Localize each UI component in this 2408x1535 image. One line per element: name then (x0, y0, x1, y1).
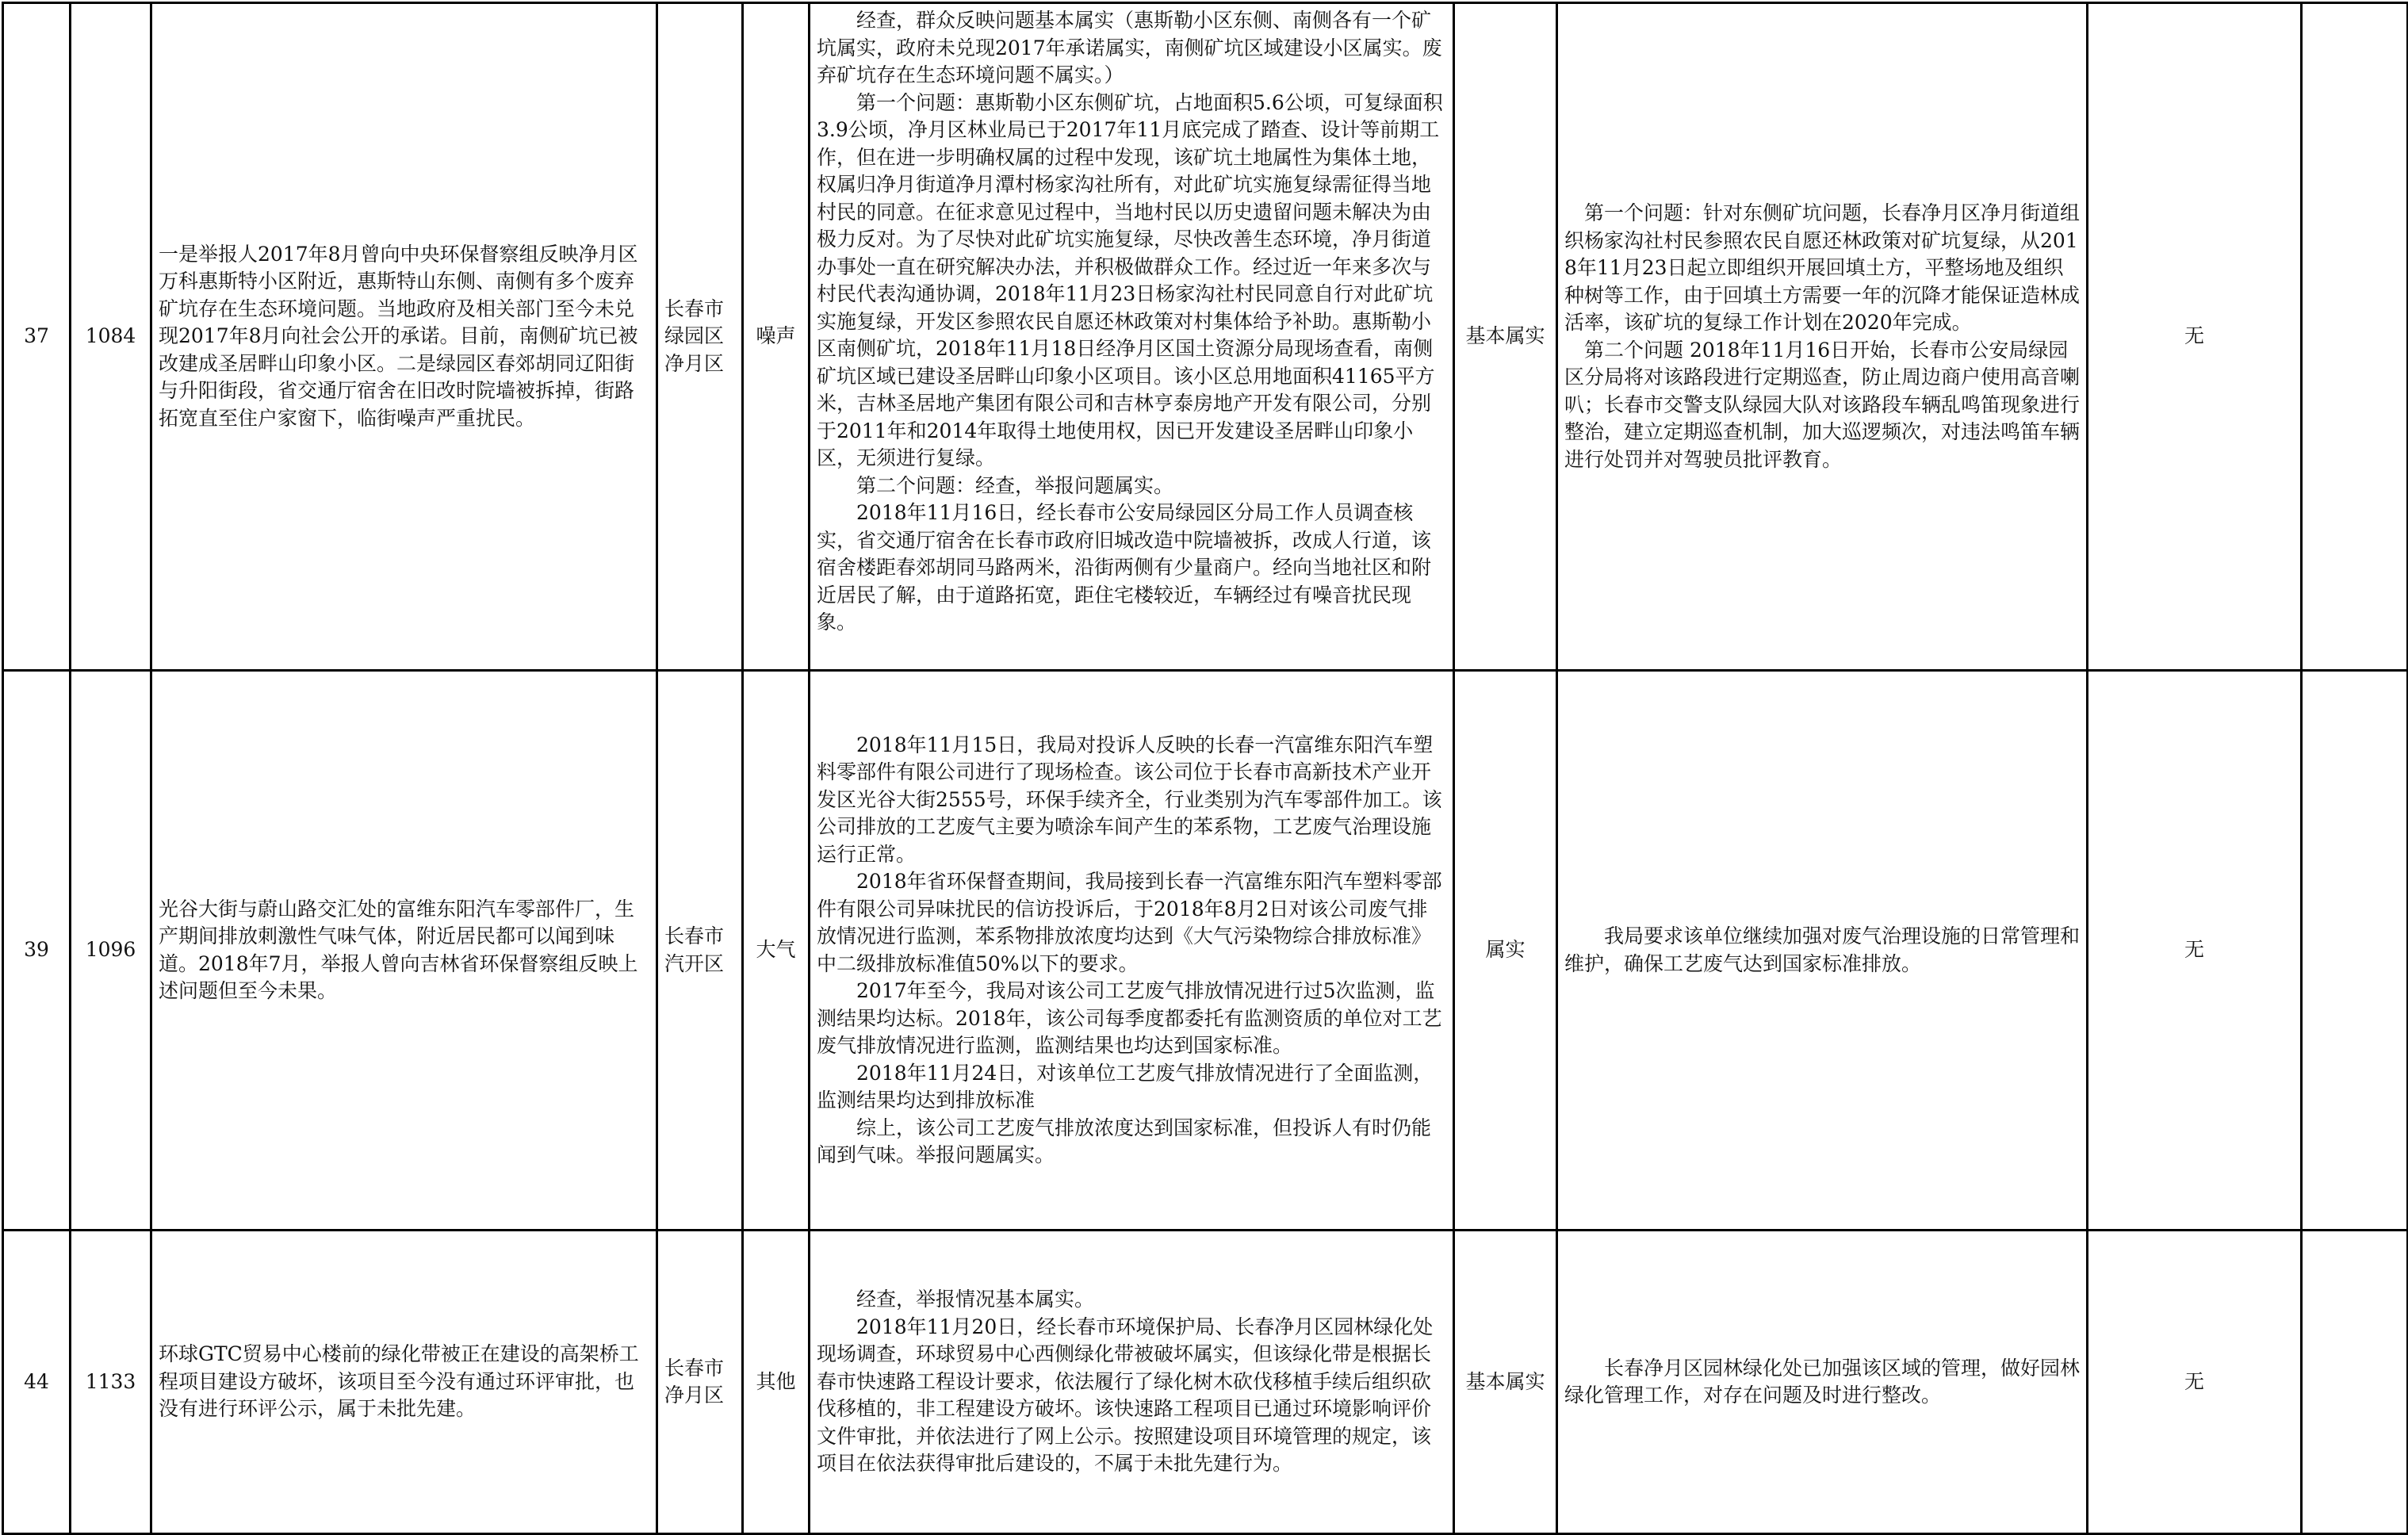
investigation-paragraph: 第二个问题：经查，举报问题属实。 (856, 473, 1174, 497)
complaint-table (2, 2, 2408, 1535)
finding-cell: 基本属实 (1454, 3, 1557, 671)
rectification-cell (1557, 1231, 2088, 1534)
investigation-paragraph: 经查，群众反映问题基本属实（惠斯勒小区东侧、南侧各有一个矿坑属实，政府未兑现2017年承诺属实，南侧矿坑区域建设小区属实。废弃矿坑存在生态环境问题不属实。） (817, 9, 1442, 86)
accountability-cell: 无 (2088, 1231, 2302, 1534)
rectification-cell (1557, 671, 2088, 1231)
district-cell: 长春市绿园区净月区 (657, 3, 743, 671)
remark-cell (2302, 3, 2408, 671)
investigation-paragraph: 综上，该公司工艺废气排放浓度达到国家标准，但投诉人有时仍能闻到气味。举报问题属实。 (817, 1116, 1432, 1166)
investigation-paragraph: 第一个问题：惠斯勒小区东侧矿坑，占地面积5.6公顷，可复绿面积3.9公顷，净月区林业局已于2017年11月底完成了踏查、设计等前期工作，但在进一步明确权属的过程中发现，该矿坑土地属性为集体土地，权属归净月街道净月潭村杨家沟社所有，对此矿坑实施复绿需征得当地村民的同意。在征求意见过程中，当地村民以历史遗留问题未解决为由极力反对。为了尽快对此矿坑实施复绿，尽快改善生态环境，净月街道办事处一直在研究解决办法，并积极做群众工作。经过近一年来多次与村民代表沟通协调，2018年11月23日杨家沟社村民同意自行对此矿坑实施复绿，开发区参照农民自愿还林政策对村集体给予补助。惠斯勒小区南侧矿坑，2018年11月18日经净月区国土资源分局现场查看，南侧矿坑区域已建设圣居畔山印象小区项目。该小区总用地面积41165平方米，吉林圣居地产集团有限公司和吉林亨泰房地产开发有限公司，分别于2011年和2014年取得土地使用权，因已开发建设圣居畔山印象小区，无须进行复绿。 (817, 90, 1443, 469)
table-row (3, 671, 2408, 1231)
finding-cell: 属实 (1454, 671, 1557, 1231)
case-no-cell: 1096 (71, 671, 151, 1231)
investigation-cell (810, 3, 1454, 671)
category-cell: 大气 (743, 671, 810, 1231)
seq-cell: 44 (3, 1231, 71, 1534)
category-cell: 其他 (743, 1231, 810, 1534)
investigation-paragraph: 2018年11月16日，经长春市公安局绿园区分局工作人员调查核实，省交通厅宿舍在长春市政府旧城改造中院墙被拆，改成人行道，该宿舍楼距春郊胡同马路两米，沿街两侧有少量商户。经向当地社区和附近居民了解，由于道路拓宽，距住宅楼较近，车辆经过有噪音扰民现象。 (817, 501, 1432, 634)
investigation-paragraph: 经查，举报情况基本属实。 (856, 1288, 1095, 1311)
case-no-cell: 1133 (71, 1231, 151, 1534)
investigation-cell (810, 1231, 1454, 1534)
finding-cell: 基本属实 (1454, 1231, 1557, 1534)
complaint-cell: 环球GTC贸易中心楼前的绿化带被正在建设的高架桥工程项目建设方破坏，该项目至今没有通过环评审批，也没有进行环评公示，属于未批先建。 (151, 1231, 657, 1534)
rectification-cell (1557, 3, 2088, 671)
investigation-paragraph: 2018年省环保督查期间，我局接到长春一汽富维东阳汽车塑料零部件有限公司异味扰民的信访投诉后，于2018年8月2日对该公司废气排放情况进行监测，苯系物排放浓度均达到《大气污染物综合排放标准》中二级排放标准值50%以下的要求。 (817, 870, 1442, 975)
remark-cell (2302, 671, 2408, 1231)
investigation-paragraph: 2018年11月20日，经长春市环境保护局、长春净月区园林绿化处现场调查，环球贸易中心西侧绿化带被破坏属实，但该绿化带是根据长春市快速路工程设计要求，依法履行了绿化树木砍伐移植手续后组织砍伐移植的，非工程建设方破坏。该快速路工程项目已通过环境影响评价文件审批，并依法进行了网上公示。按照建设项目环境管理的规定，该项目在依法获得审批后建设的，不属于未批先建行为。 (817, 1315, 1434, 1476)
investigation-paragraph: 2018年11月24日，对该单位工艺废气排放情况进行了全面监测，监测结果均达到排放标准 (817, 1061, 1434, 1112)
table-row (3, 3, 2408, 671)
rectification-paragraph: 长春净月区园林绿化处已加强该区域的管理，做好园林绿化管理工作，对存在问题及时进行整改。 (1564, 1356, 2081, 1407)
seq-cell: 37 (3, 3, 71, 671)
complaint-cell: 光谷大街与蔚山路交汇处的富维东阳汽车零部件厂，生产期间排放刺激性气味气体，附近居民都可以闻到味道。2018年7月，举报人曾向吉林省环保督察组反映上述问题但至今未果。 (151, 671, 657, 1231)
district-cell: 长春市净月区 (657, 1231, 743, 1534)
remark-cell (2302, 1231, 2408, 1534)
category-cell: 噪声 (743, 3, 810, 671)
seq-cell: 39 (3, 671, 71, 1231)
table-row (3, 1231, 2408, 1534)
accountability-cell: 无 (2088, 671, 2302, 1231)
investigation-paragraph: 2017年至今，我局对该公司工艺废气排放情况进行过5次监测，监测结果均达标。2018年，该公司每季度都委托有监测资质的单位对工艺废气排放情况进行监测，监测结果也均达到国家标准。 (817, 979, 1442, 1057)
investigation-paragraph: 2018年11月15日，我局对投诉人反映的长春一汽富维东阳汽车塑料零部件有限公司进行了现场检查。该公司位于长春市高新技术产业开发区光谷大街2555号，环保手续齐全，行业类别为汽车零部件加工。该公司排放的工艺废气主要为喷涂车间产生的苯系物，工艺废气治理设施运行正常。 (817, 733, 1442, 866)
rectification-paragraph: 第一个问题：针对东侧矿坑问题，长春净月区净月街道组织杨家沟社村民参照农民自愿还林政策对矿坑复绿，从2018年11月23日起立即组织开展回填土方，平整场地及组织种树等工作，由于回填土方需要一年的沉降才能保证造林成活率，该矿坑的复绿工作计划在2020年完成。 (1564, 201, 2081, 334)
accountability-cell: 无 (2088, 3, 2302, 671)
district-cell: 长春市汽开区 (657, 671, 743, 1231)
case-no-cell: 1084 (71, 3, 151, 671)
investigation-cell (810, 671, 1454, 1231)
complaint-cell: 一是举报人2017年8月曾向中央环保督察组反映净月区万科惠斯特小区附近，惠斯特山东侧、南侧有多个废弃矿坑存在生态环境问题。当地政府及相关部门至今未兑现2017年8月向社会公开的承诺。目前，南侧矿坑已被改建成圣居畔山印象小区。二是绿园区春郊胡同辽阳街与升阳街段，省交通厅宿舍在旧改时院墙被拆掉，街路拓宽直至住户家窗下，临街噪声严重扰民。 (151, 3, 657, 671)
rectification-paragraph: 第二个问题 2018年11月16日开始，长春市公安局绿园区分局将对该路段进行定期巡查，防止周边商户使用高音喇叭；长春市交警支队绿园大队对该路段车辆乱鸣笛现象进行整治，建立定期巡查机制，加大巡逻频次，对违法鸣笛车辆进行处罚并对驾驶员批评教育。 (1564, 338, 2081, 471)
rectification-paragraph: 我局要求该单位继续加强对废气治理设施的日常管理和维护，确保工艺废气达到国家标准排放。 (1564, 924, 2081, 975)
